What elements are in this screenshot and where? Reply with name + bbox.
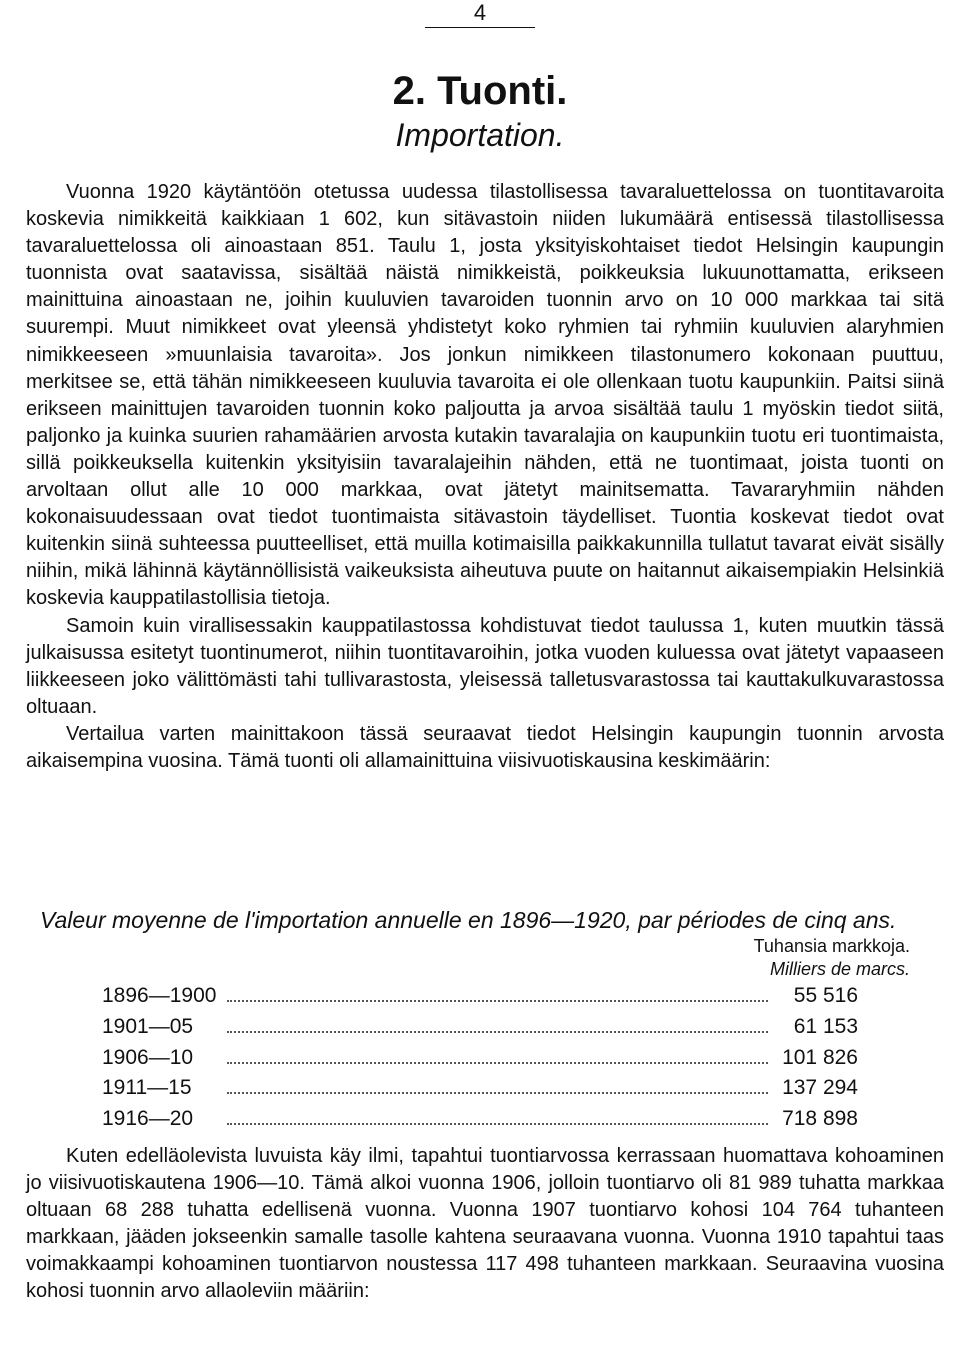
closing-text bbox=[26, 1143, 944, 1306]
table-row bbox=[102, 1015, 858, 1046]
table-row bbox=[102, 1046, 858, 1077]
table-heading: Valeur moyenne de l'importation annuelle en 1896—1920, par périodes de cinq ans. bbox=[40, 907, 897, 933]
period-label: 1896—1900 bbox=[102, 984, 217, 1007]
import-value: 718 898 bbox=[782, 1107, 858, 1131]
table-unit-french: Milliers de marcs. bbox=[769, 959, 910, 979]
period-label: 1901—05 bbox=[102, 1014, 194, 1038]
paragraph: Vuonna 1920 käytäntöön otetussa uudessa tilastollisessa tavaraluettelossa on tuontitavaroita koskevia nimikkeitä kaikkiaan 1 602, kun sitävastoin niiden lukumäärä entisessä tilastollisessa tavaraluettelossa oli ainoastaan 851. Taulu 1, josta yksityiskohtaiset tiedot Helsingin kaupungin tuonnista ovat saatavissa, sisältää näistä nimikkeistä, poikkeuksia lukuunottamatta, erikseen mainittuina ainoastaan ne, joihin kuuluvien tavaroiden tuonnin arvo on 10 000 markkaa tai sitä suurempi. Muut nimikkeet ovat yleensä yhdistetyt koko ryhmien tai ryhmiin kuuluvien alaryhmien nimikkeeseen »muunlaisia tavaroita». Jos jonkun nimikkeen tilastonumero kokonaan puuttuu, merkitsee se, että tähän nimikkeeseen kuuluvia tavaroita ei ole ollenkaan tuotu kaupunkiin. Paitsi siinä erikseen mainittujen tavaroiden tuonnin koko paljoutta ja arvoa sisältää taulu 1 myöskin tiedot siitä, paljonko ja kuinka suurien rahamäärien arvosta kutakin tavaralajia on kaupunkiin tuotu eri tuontimaista, sillä poikkeuksella kuitenkin yksityisiin tavaralajeihin nähden, että ne tuontimaat, joista tuonti on arvoltaan ollut alle 10 000 markkaa, ovat jätetyt mainitsematta. Tavararyhmiin nähden kokonaisuudessaan ovat tiedot tuontimaista sitävastoin täydelliset. Tuontia koskevat tiedot ovat kuitenkin siinä suhteessa puutteelliset, että muilla kotimaisilla paikkakunnilla tullatut tavarat eivät sisälly niihin, mikä lähinnä käytännöllisistä vaikeuksista aiheutuva puute on haitannut aikaisempiakin Helsinkiä koskevia kauppatilastollisia tietoja. bbox=[26, 181, 944, 610]
dot-leader bbox=[227, 1000, 768, 1002]
period-label: 1911—15 bbox=[102, 1076, 192, 1100]
paragraph: Vertailua varten mainittakoon tässä seuraavat tiedot Helsingin kaupungin tuonnin arvosta aikaisempina vuosina. Tämä tuonti oli allamainittuina viisivuotiskausina keskimäärin: bbox=[26, 722, 944, 772]
import-value: 137 294 bbox=[782, 1076, 858, 1100]
period-label: 1916—20 bbox=[102, 1107, 194, 1131]
chapter-title: 2. Tuonti. bbox=[392, 69, 568, 113]
import-value: 55 516 bbox=[793, 984, 858, 1007]
paragraph: Kuten edelläolevista luvuista käy ilmi, tapahtui tuontiarvossa kerrassaan huomattava kohoaminen jo viisivuotiskautena 1906—10. Tämä alkoi vuonna 1906, jolloin tuontiarvo oli 81 989 tuhatta markkaa oltuaan 68 288 tuhatta edellisenä vuonna. Vuonna 1907 tuontiarvo kohosi 104 764 tuhanteen markkaan, jääden jokseenkin samalle tasolle kahtena seuraavana vuonna. Vuonna 1910 tapahtui taas voimakkaampi kohoaminen tuontiarvon noustessa 117 498 tuhanteen markkaan. Seuraavina vuosina kohosi tuonnin arvo allaoleviin määriin: bbox=[26, 1145, 944, 1303]
import-value: 61 153 bbox=[793, 1014, 858, 1038]
dot-leader bbox=[227, 1092, 768, 1094]
table-row bbox=[102, 984, 858, 1015]
import-value: 101 826 bbox=[782, 1045, 858, 1069]
dot-leader bbox=[227, 1031, 768, 1033]
period-label: 1906—10 bbox=[102, 1045, 194, 1069]
dot-leader bbox=[227, 1123, 768, 1125]
dot-leader bbox=[227, 1062, 768, 1064]
table-row bbox=[102, 1107, 858, 1138]
page-number: 4 bbox=[425, 2, 535, 28]
table-row bbox=[102, 1076, 858, 1107]
import-value-table bbox=[102, 984, 858, 1138]
chapter-subtitle: Importation. bbox=[395, 117, 565, 153]
intro-text bbox=[26, 179, 944, 775]
table-unit-finnish: Tuhansia markkoja. bbox=[753, 936, 910, 956]
paragraph: Samoin kuin virallisessakin kauppatilastossa kohdistuvat tiedot taulussa 1, kuten muutkin tässä julkaisussa esitetyt tuontinumerot, niihin tuontitavaroihin, jotka vuoden kuluessa ovat jätetyt vapaaseen liikkeeseen joko välittömästi tahi tullivarastosta, yleisessä talletusvarastossa tai kauttakulkuvarastossa oltuaan. bbox=[26, 614, 944, 718]
